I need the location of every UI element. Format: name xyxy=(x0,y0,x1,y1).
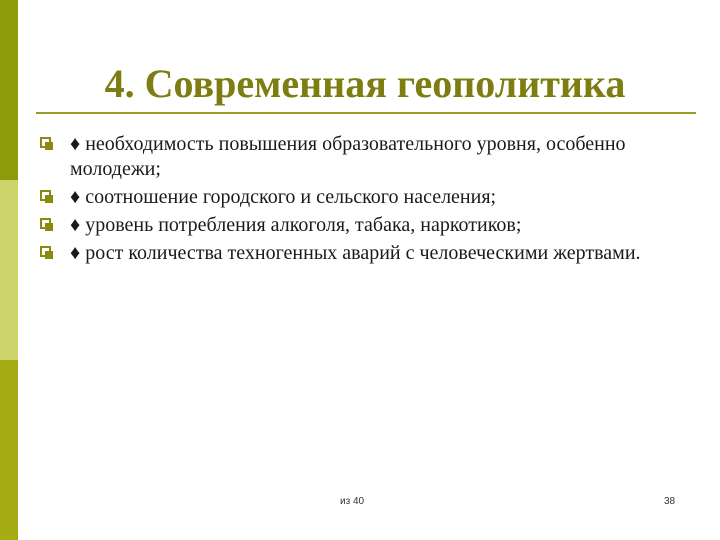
title-underline xyxy=(36,112,696,114)
bullet-item xyxy=(40,213,680,238)
slide-title: 4. Современная геополитика xyxy=(104,61,626,106)
page-number: 38 xyxy=(664,496,676,507)
bullet-item xyxy=(40,132,680,182)
side-bar-middle xyxy=(0,180,18,360)
slide-total-label: из 40 xyxy=(340,496,365,507)
bullet-text: ♦ рост количества техногенных аварий с человеческими жертвами. xyxy=(70,242,641,264)
bullet-list xyxy=(40,132,680,269)
square-bullet-icon xyxy=(40,190,51,201)
bullet-text: ♦ соотношение городского и сельского населения; xyxy=(70,186,497,208)
side-bar-top xyxy=(0,0,18,180)
bullet-text: ♦ необходимость повышения образовательного уровня, особенно молодежи; xyxy=(70,133,626,180)
square-bullet-icon xyxy=(40,137,51,148)
bullet-item xyxy=(40,185,680,210)
square-bullet-icon xyxy=(40,218,51,229)
bullet-item xyxy=(40,241,680,266)
bullet-text: ♦ уровень потребления алкоголя, табака, наркотиков; xyxy=(70,214,522,236)
square-bullet-icon xyxy=(40,246,51,257)
side-bar-bottom xyxy=(0,360,18,540)
